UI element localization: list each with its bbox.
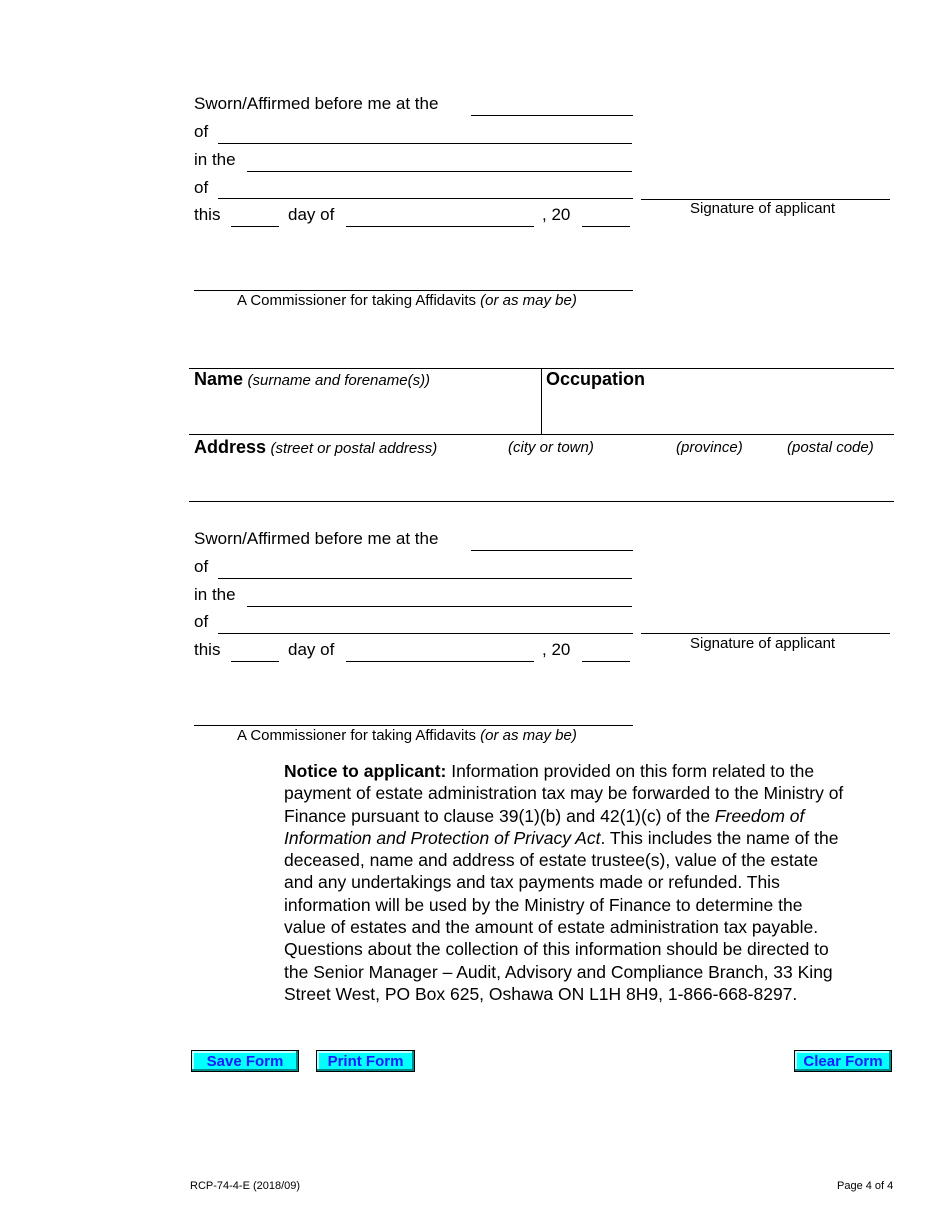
notice-lead: Notice to applicant: — [284, 761, 447, 781]
commissioner-caption-italic: (or as may be) — [480, 292, 577, 309]
this-label: this — [194, 205, 221, 224]
page-number: Page 4 of 4 — [837, 1180, 894, 1192]
save-form-button[interactable]: Save Form — [191, 1050, 299, 1072]
year-field[interactable] — [582, 208, 630, 227]
address-hint: (street or postal address) — [270, 440, 438, 457]
sworn-at-field[interactable] — [471, 532, 633, 551]
act-title: Freedom of Information and Protection of Privacy Act — [284, 805, 805, 848]
notice-text-2: . This includes the name of the deceased, name and address of estate trustee(s), value of the estate and any undertakings and tax payments made or refunded. This information will be used by the Ministry of Finance to determine the value of estates and the amount of estate administration tax payable. Questions about the collection of this information should be directed to the Senior Manager – Audit, Advisory and Compliance Branch, 33 King Street West, PO Box 625, Oshawa ON L1H 8H9, 1-866-668-8297. — [284, 827, 839, 1004]
name-field[interactable] — [194, 398, 534, 416]
of-label: of — [194, 557, 209, 576]
name-hint: (surname and forename(s)) — [247, 372, 431, 389]
signature-field[interactable] — [641, 615, 890, 634]
postal-code-hint: (postal code) — [787, 439, 874, 456]
of-field-1[interactable] — [218, 125, 632, 144]
sworn-label: Sworn/Affirmed before me at the — [194, 529, 439, 548]
year-prefix: , 20 — [542, 640, 571, 659]
commissioner-caption-text: A Commissioner for taking Affidavits — [237, 727, 476, 744]
address-label: Address — [194, 437, 267, 457]
day-of-label: day of — [288, 640, 335, 659]
notice-text-1: Information provided on this form related to the payment of estate administration tax may be forwarded to the Ministry of Finance pursuant to clause 39(1)(b) and 42(1)(c) of the — [284, 761, 844, 826]
city-field[interactable] — [508, 466, 668, 484]
address-header — [194, 437, 437, 458]
of-label-2: of — [194, 612, 209, 631]
form-code: RCP-74-4-E (2018/09) — [190, 1180, 301, 1192]
print-form-button[interactable]: Print Form — [316, 1050, 415, 1072]
day-field[interactable] — [231, 643, 279, 662]
signature-caption: Signature of applicant — [690, 635, 836, 652]
commissioner-field[interactable] — [194, 707, 633, 726]
table-column-divider — [541, 368, 542, 434]
commissioner-caption — [237, 727, 577, 745]
day-field[interactable] — [231, 208, 279, 227]
clear-form-button[interactable]: Clear Form — [794, 1050, 892, 1072]
of-field-2[interactable] — [218, 615, 633, 634]
signature-field[interactable] — [641, 181, 890, 200]
this-label: this — [194, 640, 221, 659]
sworn-at-field[interactable] — [471, 97, 633, 116]
name-label: Name — [194, 369, 244, 389]
year-prefix: , 20 — [542, 205, 571, 224]
commissioner-caption — [237, 292, 577, 310]
postal-code-field[interactable] — [787, 466, 887, 484]
year-field[interactable] — [582, 643, 630, 662]
day-of-label: day of — [288, 205, 335, 224]
province-field[interactable] — [676, 466, 776, 484]
table-bottom-border — [189, 501, 894, 502]
in-the-field[interactable] — [247, 588, 632, 607]
commissioner-field[interactable] — [194, 272, 633, 291]
commissioner-caption-text: A Commissioner for taking Affidavits — [237, 292, 476, 309]
of-label: of — [194, 122, 209, 141]
of-field-2[interactable] — [218, 180, 633, 199]
name-header — [194, 369, 430, 390]
sworn-label: Sworn/Affirmed before me at the — [194, 94, 439, 113]
occupation-field[interactable] — [546, 398, 886, 416]
month-field[interactable] — [346, 208, 534, 227]
of-field-1[interactable] — [218, 560, 632, 579]
table-middle-border — [189, 434, 894, 435]
occupation-label: Occupation — [546, 369, 646, 389]
city-hint: (city or town) — [508, 439, 594, 456]
street-address-field[interactable] — [194, 466, 494, 484]
signature-caption: Signature of applicant — [690, 200, 836, 217]
commissioner-caption-italic: (or as may be) — [480, 727, 577, 744]
province-hint: (province) — [676, 439, 743, 456]
in-the-label: in the — [194, 585, 236, 604]
of-label-2: of — [194, 178, 209, 197]
month-field[interactable] — [346, 643, 534, 662]
in-the-label: in the — [194, 150, 236, 169]
notice-to-applicant — [284, 760, 844, 1005]
in-the-field[interactable] — [247, 153, 632, 172]
